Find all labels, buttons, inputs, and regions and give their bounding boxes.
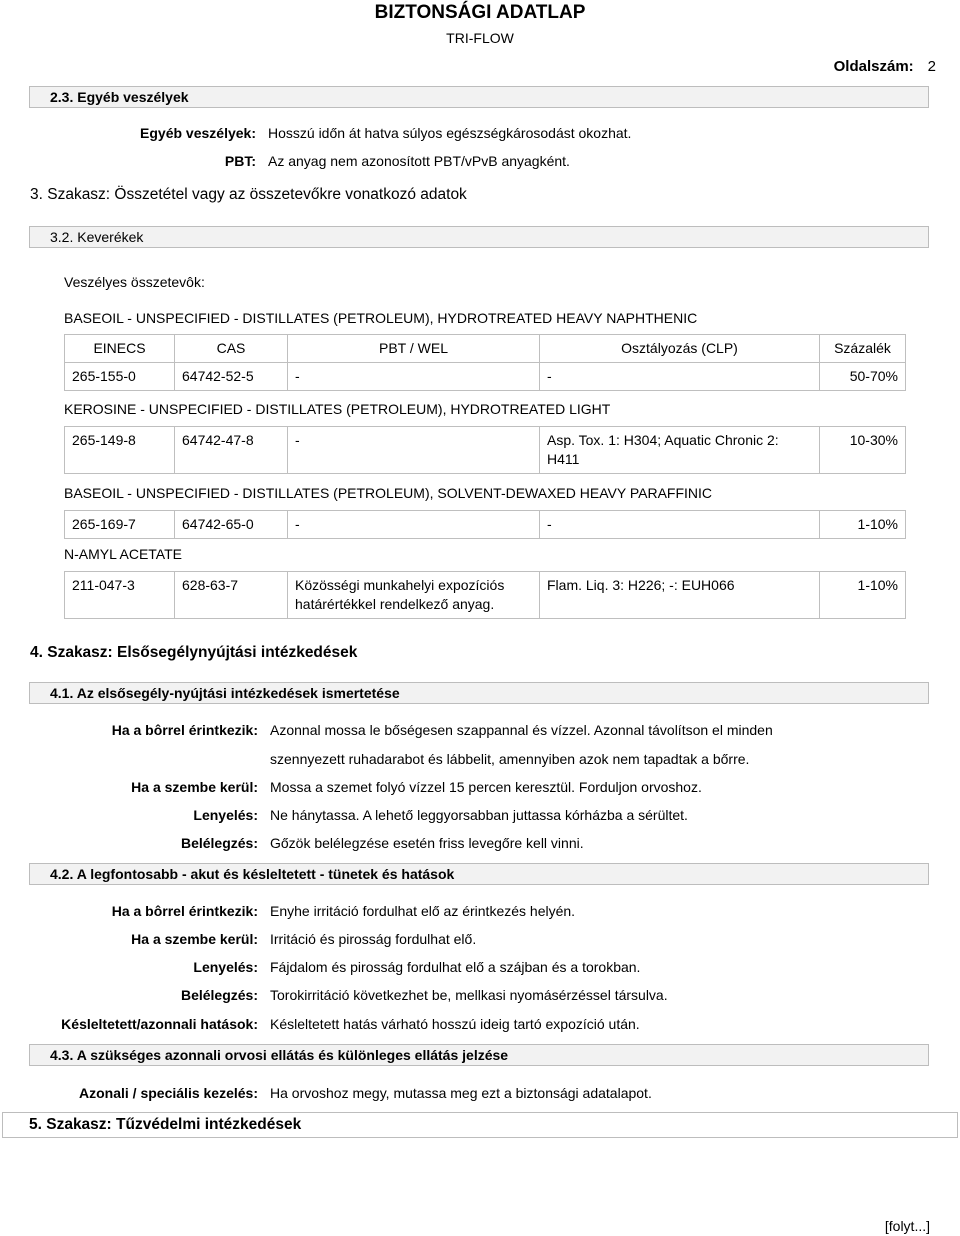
percent-cell: 10-30% xyxy=(820,427,906,474)
clp-cell: - xyxy=(540,511,820,539)
inhalation-label: Belélegzés: xyxy=(180,835,258,851)
table-row xyxy=(65,511,906,539)
einecs-cell: 211-047-3 xyxy=(65,572,175,619)
skin-contact-value: Azonnal mossa le bőségesen szappannal és vízzel. Azonnal távolítson el minden xyxy=(270,722,773,738)
component-table xyxy=(64,510,906,539)
clp-cell: - xyxy=(540,363,820,391)
ingestion-value: Fájdalom és pirosság fordulhat elő a szájban és a torokban. xyxy=(270,959,641,975)
clp-cell: Asp. Tox. 1: H304; Aquatic Chronic 2: H411 xyxy=(540,427,820,474)
eye-contact-label: Ha a szembe kerül: xyxy=(131,931,258,947)
continued-marker: [folyt...] xyxy=(884,1218,930,1234)
other-hazards-value: Hosszú időn át hatva súlyos egészségkárosodást okozhat. xyxy=(268,125,632,141)
hazardous-components-label: Veszélyes összetevôk: xyxy=(64,274,205,290)
component-name: KEROSINE - UNSPECIFIED - DISTILLATES (PETROLEUM), HYDROTREATED LIGHT xyxy=(64,401,611,417)
einecs-cell: 265-155-0 xyxy=(65,363,175,391)
component-table xyxy=(64,571,906,619)
skin-contact-value: Enyhe irritáció fordulhat elő az érintkezés helyén. xyxy=(270,903,576,919)
einecs-cell: 265-169-7 xyxy=(65,511,175,539)
pbt-cell: Közösségi munkahelyi expozíciós határértékkel rendelkező anyag. xyxy=(288,572,540,619)
subsection-4-3-heading: 4.3. A szükséges azonnali orvosi ellátás és különleges ellátás jelzése xyxy=(29,1044,929,1066)
pbt-cell: - xyxy=(288,511,540,539)
component-name: BASEOIL - UNSPECIFIED - DISTILLATES (PETROLEUM), HYDROTREATED HEAVY NAPHTHENIC xyxy=(64,310,698,326)
inhalation-value: Torokirritáció következhet be, mellkasi nyomásérzéssel társulva. xyxy=(270,987,668,1003)
subsection-3-2-heading: 3.2. Keverékek xyxy=(29,226,929,248)
ingestion-label: Lenyelés: xyxy=(193,959,258,975)
component-name: BASEOIL - UNSPECIFIED - DISTILLATES (PETROLEUM), SOLVENT-DEWAXED HEAVY PARAFFINIC xyxy=(64,485,713,501)
subsection-4-2-heading: 4.2. A legfontosabb - akut és késleltetett - tünetek és hatások xyxy=(29,863,929,885)
page-number-value: 2 xyxy=(927,58,936,75)
section-3-heading: 3. Szakasz: Összetétel vagy az összetevőkre vonatkozó adatok xyxy=(30,186,467,203)
component-table xyxy=(64,426,906,474)
table-row xyxy=(65,572,906,619)
table-row xyxy=(65,427,906,474)
cas-cell: 64742-47-8 xyxy=(175,427,288,474)
delayed-effects-value: Késleltetett hatás várható hosszú ideig tartó expozíció után. xyxy=(270,1016,640,1032)
table-row xyxy=(65,363,906,391)
percent-cell: 1-10% xyxy=(820,511,906,539)
product-name: TRI-FLOW xyxy=(446,30,514,46)
col-clp: Osztályozás (CLP) xyxy=(540,335,820,363)
eye-contact-label: Ha a szembe kerül: xyxy=(131,779,258,795)
percent-cell: 50-70% xyxy=(820,363,906,391)
skin-contact-label: Ha a bôrrel érintkezik: xyxy=(111,722,258,738)
cas-cell: 628-63-7 xyxy=(175,572,288,619)
section-5-heading: 5. Szakasz: Tűzvédelmi intézkedések xyxy=(2,1112,958,1138)
subsection-4-1-heading: 4.1. Az elsősegély-nyújtási intézkedések ismertetése xyxy=(29,682,929,704)
ingestion-value: Ne hánytassa. A lehető leggyorsabban juttassa kórházba a sérültet. xyxy=(270,807,688,823)
col-cas: CAS xyxy=(175,335,288,363)
cas-cell: 64742-65-0 xyxy=(175,511,288,539)
pbt-cell: - xyxy=(288,427,540,474)
component-table xyxy=(64,334,906,391)
pbt-cell: - xyxy=(288,363,540,391)
col-percent: Százalék xyxy=(820,335,906,363)
col-einecs: EINECS xyxy=(65,335,175,363)
pbt-label: PBT: xyxy=(224,153,256,169)
percent-cell: 1-10% xyxy=(820,572,906,619)
eye-contact-value: Irritáció és pirosság fordulhat elő. xyxy=(270,931,477,947)
special-treatment-value: Ha orvoshoz megy, mutassa meg ezt a biztonsági adatalapot. xyxy=(270,1085,652,1101)
table-header-row xyxy=(65,335,906,363)
inhalation-label: Belélegzés: xyxy=(180,987,258,1003)
ingestion-label: Lenyelés: xyxy=(193,807,258,823)
col-pbt-wel: PBT / WEL xyxy=(288,335,540,363)
subsection-2-3-heading: 2.3. Egyéb veszélyek xyxy=(29,86,929,108)
cas-cell: 64742-52-5 xyxy=(175,363,288,391)
document-title: BIZTONSÁGI ADATLAP xyxy=(374,2,586,23)
section-4-heading: 4. Szakasz: Elsősegélynyújtási intézkedések xyxy=(30,644,358,661)
page-number-label: Oldalszám: xyxy=(833,58,914,75)
other-hazards-label: Egyéb veszélyek: xyxy=(140,125,256,141)
skin-contact-label: Ha a bôrrel érintkezik: xyxy=(111,903,258,919)
clp-cell: Flam. Liq. 3: H226; -: EUH066 xyxy=(540,572,820,619)
eye-contact-value: Mossa a szemet folyó vízzel 15 percen keresztül. Forduljon orvoshoz. xyxy=(270,779,702,795)
page-number xyxy=(834,58,936,75)
special-treatment-label: Azonali / speciális kezelés: xyxy=(79,1085,258,1101)
einecs-cell: 265-149-8 xyxy=(65,427,175,474)
pbt-value: Az anyag nem azonosított PBT/vPvB anyagként. xyxy=(268,153,570,169)
skin-contact-value-cont: szennyezett ruhadarabot és lábbelit, amennyiben azok nem tapadtak a bőrre. xyxy=(270,751,750,767)
delayed-effects-label: Késleltetett/azonnali hatások: xyxy=(61,1016,258,1032)
inhalation-value: Gőzök belélegzése esetén friss levegőre kell vinni. xyxy=(270,835,584,851)
component-name: N-AMYL ACETATE xyxy=(64,546,182,562)
